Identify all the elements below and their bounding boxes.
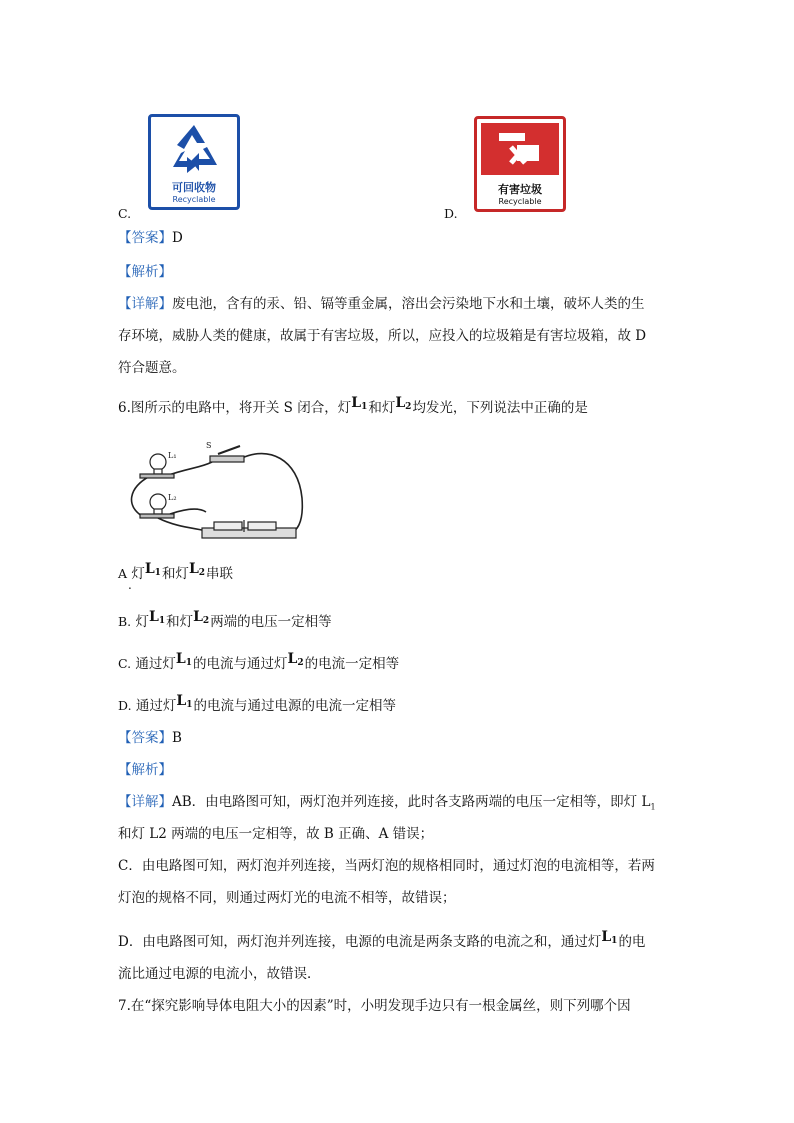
- option-letter: B.: [118, 614, 132, 629]
- q5-detail-line-3: 符合题意。: [118, 360, 186, 376]
- q6-detail-line-3: C．由电路图可知，两灯泡并列连接，当两灯泡的规格相同时，通过灯泡的电流相等，若两: [118, 858, 655, 874]
- stem-text: 6.图所示的电路中，将开关 S 闭合，灯: [118, 400, 352, 416]
- option-d-letter: D.: [444, 206, 458, 221]
- detail-text: 的电: [618, 934, 646, 950]
- option-text: 灯: [135, 614, 149, 630]
- q5-analysis: [118, 262, 172, 282]
- answer-value: B: [172, 730, 182, 746]
- battery-holder: [202, 520, 296, 538]
- q6-option-b: [118, 609, 332, 636]
- option-c-letter: C.: [118, 206, 132, 221]
- label-l1: L₁: [168, 451, 177, 460]
- answer-label: 【答案】: [118, 730, 172, 746]
- q6-detail-line-5: [118, 929, 646, 956]
- recyclable-caption-cn: 可回收物: [172, 181, 216, 194]
- option-text: 通过灯: [135, 656, 176, 672]
- symbol-l1: $L_1$: [148, 609, 166, 626]
- option-letter: D.: [118, 698, 132, 713]
- recyclable-caption-en: Recyclable: [172, 195, 216, 204]
- option-text: 和灯: [161, 566, 189, 582]
- option-text: 串联: [206, 566, 234, 582]
- detail-label: 【详解】: [118, 296, 172, 312]
- q5-detail-line-1: [118, 294, 645, 314]
- option-text: 灯: [131, 566, 145, 582]
- symbol-l1: $L_1$: [176, 693, 193, 710]
- analysis-label: 【解析】: [118, 264, 172, 280]
- q6-detail-line-4: 灯泡的规格不同，则通过两灯光的电流不相等，故错误；: [118, 890, 456, 906]
- symbol-l2: $L_2$: [193, 609, 210, 626]
- q6-detail-line-6: 流比通过电源的电流小，故错误．: [118, 966, 321, 982]
- detail-text: D．由电路图可知，两灯泡并列连接，电源的电流是两条支路的电流之和，通过灯: [118, 934, 602, 950]
- subscript: 1: [650, 802, 656, 812]
- symbol-l2: $L_2$: [188, 561, 206, 578]
- q5-answer: [118, 228, 183, 248]
- option-text: 和灯: [166, 614, 194, 630]
- q5-detail-line-2: 存环境，威胁人类的健康，故属于有害垃圾，所以，应投入的垃圾箱是有害垃圾箱，故 D: [118, 328, 647, 344]
- option-text: 两端的电压一定相等: [210, 614, 332, 630]
- symbol-l1: $L_1$: [144, 561, 161, 578]
- symbol-l2: $L_2$: [287, 651, 304, 668]
- q6-detail-line-2: 和灯 L2 两端的电压一定相等，故 B 正确、A 错误；: [118, 826, 434, 842]
- hazardous-sign: [474, 116, 566, 212]
- broken-battery-icon: [481, 123, 559, 175]
- q6-analysis: [118, 760, 172, 780]
- stem-text: 和灯: [368, 400, 396, 416]
- detail-label: 【详解】: [118, 794, 172, 810]
- option-letter: C.: [118, 656, 132, 671]
- recycle-icon: [151, 119, 237, 181]
- q6-stem: [118, 395, 588, 422]
- stem-text: 均发光，下列说法中正确的是: [412, 400, 588, 416]
- answer-label: 【答案】: [118, 230, 172, 246]
- q6-option-a: [118, 561, 234, 588]
- analysis-label: 【解析】: [118, 762, 172, 778]
- option-text: 通过灯: [135, 698, 177, 714]
- q6-answer: [118, 728, 182, 748]
- answer-value: D: [172, 230, 183, 246]
- symbol-l2: $L_2$: [395, 395, 412, 412]
- hazardous-caption-en: Recyclable: [498, 197, 542, 206]
- symbol-l1: $L_1$: [175, 651, 192, 668]
- option-letter: A: [118, 566, 128, 581]
- symbol-l1: $L_1$: [601, 929, 618, 946]
- detail-text: 废电池，含有的汞、铅、镉等重金属，溶出会污染地下水和土壤，破坏人类的生: [172, 296, 645, 312]
- q7-stem: 7.在“探究影响导体电阻大小的因素”时，小明发现手边只有一根金属丝，则下列哪个因: [118, 998, 631, 1014]
- recyclable-sign: [148, 114, 240, 210]
- hazardous-caption-cn: 有害垃圾: [498, 183, 542, 196]
- q6-detail-line-1: [118, 792, 656, 818]
- option-text: 的电流与通过灯: [193, 656, 288, 672]
- detail-text: AB．由电路图可知，两灯泡并列连接，此时各支路两端的电压一定相等，即灯 L: [172, 794, 651, 810]
- symbol-l1: $L_1$: [351, 395, 368, 412]
- label-s: S: [206, 441, 212, 450]
- switch: [210, 446, 244, 462]
- label-l2: L₂: [168, 493, 177, 502]
- option-a-dot: .: [128, 578, 132, 592]
- circuit-diagram: [118, 428, 318, 544]
- option-text: 的电流与通过电源的电流一定相等: [193, 698, 396, 714]
- q6-option-d: [118, 693, 396, 720]
- q6-option-c: [118, 651, 400, 678]
- option-text: 的电流一定相等: [304, 656, 400, 672]
